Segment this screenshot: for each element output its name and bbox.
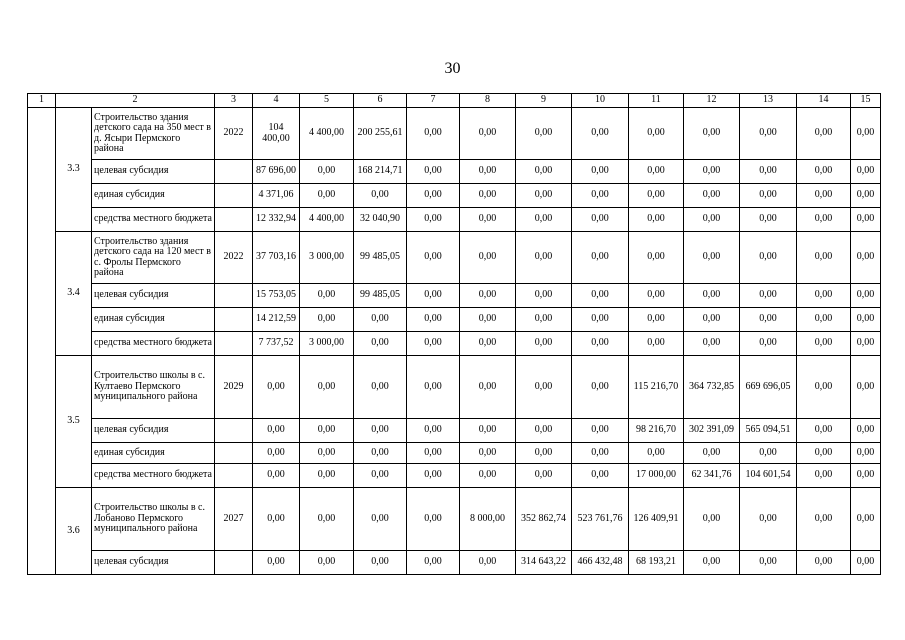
value-cell: 0,00 (629, 108, 684, 160)
value-cell: 0,00 (797, 551, 851, 575)
header-cell: 2 (56, 94, 215, 108)
value-cell: 0,00 (407, 160, 460, 184)
value-cell: 0,00 (572, 160, 629, 184)
value-cell: 0,00 (797, 232, 851, 284)
value-cell: 0,00 (354, 356, 407, 419)
value-cell: 0,00 (407, 108, 460, 160)
value-cell: 115 216,70 (629, 356, 684, 419)
value-cell: 0,00 (572, 108, 629, 160)
value-cell: 0,00 (300, 356, 354, 419)
value-cell: 0,00 (516, 356, 572, 419)
value-cell: 0,00 (460, 356, 516, 419)
value-cell: 0,00 (684, 160, 740, 184)
table-row (28, 332, 881, 356)
value-cell: 0,00 (516, 464, 572, 488)
table-row (28, 208, 881, 232)
year-cell (215, 284, 253, 308)
value-cell: 0,00 (407, 332, 460, 356)
item-name: средства местного бюджета (92, 332, 215, 356)
value-cell: 0,00 (851, 284, 881, 308)
value-cell: 0,00 (253, 551, 300, 575)
value-cell: 0,00 (460, 464, 516, 488)
value-cell: 0,00 (516, 208, 572, 232)
value-cell: 0,00 (851, 184, 881, 208)
value-cell: 7 737,52 (253, 332, 300, 356)
value-cell: 0,00 (516, 160, 572, 184)
value-cell: 37 703,16 (253, 232, 300, 284)
value-cell: 0,00 (572, 464, 629, 488)
value-cell: 0,00 (300, 184, 354, 208)
value-cell: 0,00 (684, 108, 740, 160)
item-name: средства местного бюджета (92, 208, 215, 232)
item-name: средства местного бюджета (92, 464, 215, 488)
value-cell: 0,00 (572, 184, 629, 208)
value-cell: 0,00 (572, 419, 629, 443)
value-cell: 0,00 (407, 284, 460, 308)
value-cell: 0,00 (684, 208, 740, 232)
value-cell: 0,00 (407, 488, 460, 551)
value-cell: 0,00 (300, 419, 354, 443)
header-cell: 15 (851, 94, 881, 108)
value-cell: 0,00 (684, 551, 740, 575)
value-cell: 62 341,76 (684, 464, 740, 488)
value-cell: 0,00 (629, 232, 684, 284)
value-cell: 0,00 (300, 443, 354, 464)
value-cell: 0,00 (684, 184, 740, 208)
value-cell: 314 643,22 (516, 551, 572, 575)
value-cell: 364 732,85 (684, 356, 740, 419)
value-cell: 0,00 (740, 488, 797, 551)
item-number: 3.6 (56, 488, 92, 575)
year-cell (215, 443, 253, 464)
value-cell: 0,00 (629, 160, 684, 184)
year-cell: 2022 (215, 232, 253, 284)
table-row (28, 464, 881, 488)
table-row (28, 488, 881, 551)
value-cell: 0,00 (407, 208, 460, 232)
value-cell: 0,00 (684, 488, 740, 551)
value-cell: 0,00 (460, 332, 516, 356)
budget-table (27, 93, 881, 575)
value-cell: 0,00 (851, 232, 881, 284)
year-cell (215, 464, 253, 488)
value-cell: 0,00 (797, 184, 851, 208)
value-cell: 0,00 (253, 464, 300, 488)
table-row (28, 160, 881, 184)
year-cell (215, 419, 253, 443)
value-cell: 0,00 (572, 208, 629, 232)
header-cell: 14 (797, 94, 851, 108)
value-cell: 0,00 (684, 232, 740, 284)
value-cell: 0,00 (460, 443, 516, 464)
value-cell: 0,00 (629, 284, 684, 308)
value-cell: 12 332,94 (253, 208, 300, 232)
value-cell: 0,00 (740, 308, 797, 332)
value-cell: 0,00 (797, 488, 851, 551)
value-cell: 0,00 (740, 332, 797, 356)
value-cell: 0,00 (407, 464, 460, 488)
value-cell: 0,00 (851, 208, 881, 232)
item-name: Строительство школы в с. Култаево Пермского муниципального района (92, 356, 215, 419)
value-cell: 0,00 (516, 108, 572, 160)
value-cell: 104 400,00 (253, 108, 300, 160)
value-cell: 126 409,91 (629, 488, 684, 551)
header-cell: 11 (629, 94, 684, 108)
value-cell: 0,00 (516, 284, 572, 308)
header-cell: 12 (684, 94, 740, 108)
value-cell: 0,00 (851, 464, 881, 488)
value-cell: 4 371,06 (253, 184, 300, 208)
value-cell: 0,00 (516, 443, 572, 464)
value-cell: 0,00 (851, 308, 881, 332)
value-cell: 3 000,00 (300, 232, 354, 284)
year-cell: 2029 (215, 356, 253, 419)
value-cell: 0,00 (740, 160, 797, 184)
page-number: 30 (444, 60, 461, 77)
year-cell: 2027 (215, 488, 253, 551)
item-name: единая субсидия (92, 308, 215, 332)
value-cell: 87 696,00 (253, 160, 300, 184)
value-cell: 14 212,59 (253, 308, 300, 332)
value-cell: 0,00 (407, 443, 460, 464)
item-number: 3.5 (56, 356, 92, 488)
value-cell: 4 400,00 (300, 108, 354, 160)
value-cell: 0,00 (300, 464, 354, 488)
value-cell: 0,00 (797, 464, 851, 488)
header-cell: 4 (253, 94, 300, 108)
item-name: Строительство здания детского сада на 120 мест в с. Фролы Пермского района (92, 232, 215, 284)
value-cell: 168 214,71 (354, 160, 407, 184)
value-cell: 523 761,76 (572, 488, 629, 551)
value-cell: 0,00 (851, 551, 881, 575)
value-cell: 32 040,90 (354, 208, 407, 232)
year-cell: 2022 (215, 108, 253, 160)
value-cell: 0,00 (797, 284, 851, 308)
value-cell: 0,00 (460, 184, 516, 208)
value-cell: 68 193,21 (629, 551, 684, 575)
value-cell: 0,00 (572, 332, 629, 356)
value-cell: 0,00 (851, 160, 881, 184)
value-cell: 99 485,05 (354, 284, 407, 308)
value-cell: 200 255,61 (354, 108, 407, 160)
value-cell: 0,00 (354, 184, 407, 208)
value-cell: 302 391,09 (684, 419, 740, 443)
value-cell: 0,00 (740, 443, 797, 464)
value-cell: 0,00 (460, 160, 516, 184)
value-cell: 0,00 (740, 208, 797, 232)
value-cell: 0,00 (851, 443, 881, 464)
index-cell (28, 108, 56, 575)
value-cell: 565 094,51 (740, 419, 797, 443)
value-cell: 0,00 (851, 108, 881, 160)
item-name: целевая субсидия (92, 284, 215, 308)
table-row (28, 232, 881, 284)
value-cell: 0,00 (851, 419, 881, 443)
value-cell: 0,00 (354, 443, 407, 464)
value-cell: 0,00 (629, 208, 684, 232)
value-cell: 0,00 (253, 443, 300, 464)
table-row (28, 356, 881, 419)
value-cell: 0,00 (253, 488, 300, 551)
value-cell: 99 485,05 (354, 232, 407, 284)
value-cell: 98 216,70 (629, 419, 684, 443)
value-cell: 0,00 (354, 464, 407, 488)
value-cell: 0,00 (516, 308, 572, 332)
value-cell: 0,00 (797, 332, 851, 356)
value-cell: 0,00 (684, 284, 740, 308)
header-row (28, 94, 881, 108)
value-cell: 0,00 (797, 108, 851, 160)
value-cell: 0,00 (516, 332, 572, 356)
value-cell: 0,00 (460, 308, 516, 332)
value-cell: 0,00 (253, 419, 300, 443)
value-cell: 466 432,48 (572, 551, 629, 575)
value-cell: 0,00 (797, 308, 851, 332)
value-cell: 4 400,00 (300, 208, 354, 232)
value-cell: 0,00 (684, 308, 740, 332)
value-cell: 0,00 (516, 184, 572, 208)
header-cell: 3 (215, 94, 253, 108)
header-cell: 6 (354, 94, 407, 108)
value-cell: 0,00 (300, 160, 354, 184)
value-cell: 0,00 (407, 184, 460, 208)
value-cell: 0,00 (354, 332, 407, 356)
value-cell: 104 601,54 (740, 464, 797, 488)
value-cell: 0,00 (354, 308, 407, 332)
value-cell: 0,00 (460, 551, 516, 575)
value-cell: 0,00 (354, 419, 407, 443)
value-cell: 0,00 (572, 443, 629, 464)
table-row (28, 284, 881, 308)
item-name: единая субсидия (92, 184, 215, 208)
value-cell: 0,00 (253, 356, 300, 419)
item-number: 3.3 (56, 108, 92, 232)
value-cell: 0,00 (300, 488, 354, 551)
value-cell: 0,00 (300, 551, 354, 575)
item-name: целевая субсидия (92, 419, 215, 443)
value-cell: 0,00 (740, 232, 797, 284)
table-row (28, 308, 881, 332)
item-name: Строительство здания детского сада на 350 мест в д. Ясыри Пермского района (92, 108, 215, 160)
value-cell: 0,00 (407, 308, 460, 332)
value-cell: 0,00 (740, 108, 797, 160)
header-cell: 9 (516, 94, 572, 108)
value-cell: 0,00 (460, 232, 516, 284)
year-cell (215, 160, 253, 184)
value-cell: 0,00 (572, 284, 629, 308)
year-cell (215, 184, 253, 208)
value-cell: 0,00 (407, 551, 460, 575)
value-cell: 352 862,74 (516, 488, 572, 551)
value-cell: 0,00 (516, 232, 572, 284)
table-row (28, 443, 881, 464)
header-cell: 7 (407, 94, 460, 108)
value-cell: 15 753,05 (253, 284, 300, 308)
value-cell: 0,00 (572, 308, 629, 332)
item-name: целевая субсидия (92, 160, 215, 184)
value-cell: 8 000,00 (460, 488, 516, 551)
value-cell: 0,00 (740, 184, 797, 208)
value-cell: 0,00 (851, 488, 881, 551)
value-cell: 0,00 (460, 284, 516, 308)
header-cell: 5 (300, 94, 354, 108)
value-cell: 17 000,00 (629, 464, 684, 488)
item-name: единая субсидия (92, 443, 215, 464)
value-cell: 0,00 (354, 488, 407, 551)
value-cell: 0,00 (407, 232, 460, 284)
year-cell (215, 332, 253, 356)
value-cell: 0,00 (851, 356, 881, 419)
value-cell: 3 000,00 (300, 332, 354, 356)
value-cell: 0,00 (797, 160, 851, 184)
item-name: целевая субсидия (92, 551, 215, 575)
table-row (28, 108, 881, 160)
item-number: 3.4 (56, 232, 92, 356)
year-cell (215, 551, 253, 575)
value-cell: 0,00 (629, 443, 684, 464)
value-cell: 0,00 (684, 332, 740, 356)
value-cell: 0,00 (572, 356, 629, 419)
header-cell: 13 (740, 94, 797, 108)
table-row (28, 551, 881, 575)
value-cell: 0,00 (460, 419, 516, 443)
table-row (28, 419, 881, 443)
value-cell: 0,00 (407, 419, 460, 443)
value-cell: 0,00 (629, 308, 684, 332)
value-cell: 0,00 (740, 551, 797, 575)
value-cell: 0,00 (629, 332, 684, 356)
year-cell (215, 308, 253, 332)
value-cell: 0,00 (300, 284, 354, 308)
value-cell: 0,00 (684, 443, 740, 464)
value-cell: 0,00 (797, 443, 851, 464)
value-cell: 0,00 (797, 208, 851, 232)
value-cell: 0,00 (797, 356, 851, 419)
value-cell: 0,00 (460, 108, 516, 160)
item-name: Строительство школы в с. Лобаново Пермского муниципального района (92, 488, 215, 551)
value-cell: 0,00 (300, 308, 354, 332)
header-cell: 8 (460, 94, 516, 108)
table-row (28, 184, 881, 208)
value-cell: 0,00 (572, 232, 629, 284)
value-cell: 0,00 (851, 332, 881, 356)
value-cell: 0,00 (354, 551, 407, 575)
year-cell (215, 208, 253, 232)
value-cell: 0,00 (629, 184, 684, 208)
value-cell: 0,00 (516, 419, 572, 443)
value-cell: 0,00 (407, 356, 460, 419)
header-cell: 10 (572, 94, 629, 108)
value-cell: 0,00 (797, 419, 851, 443)
value-cell: 669 696,05 (740, 356, 797, 419)
value-cell: 0,00 (460, 208, 516, 232)
header-cell: 1 (28, 94, 56, 108)
value-cell: 0,00 (740, 284, 797, 308)
